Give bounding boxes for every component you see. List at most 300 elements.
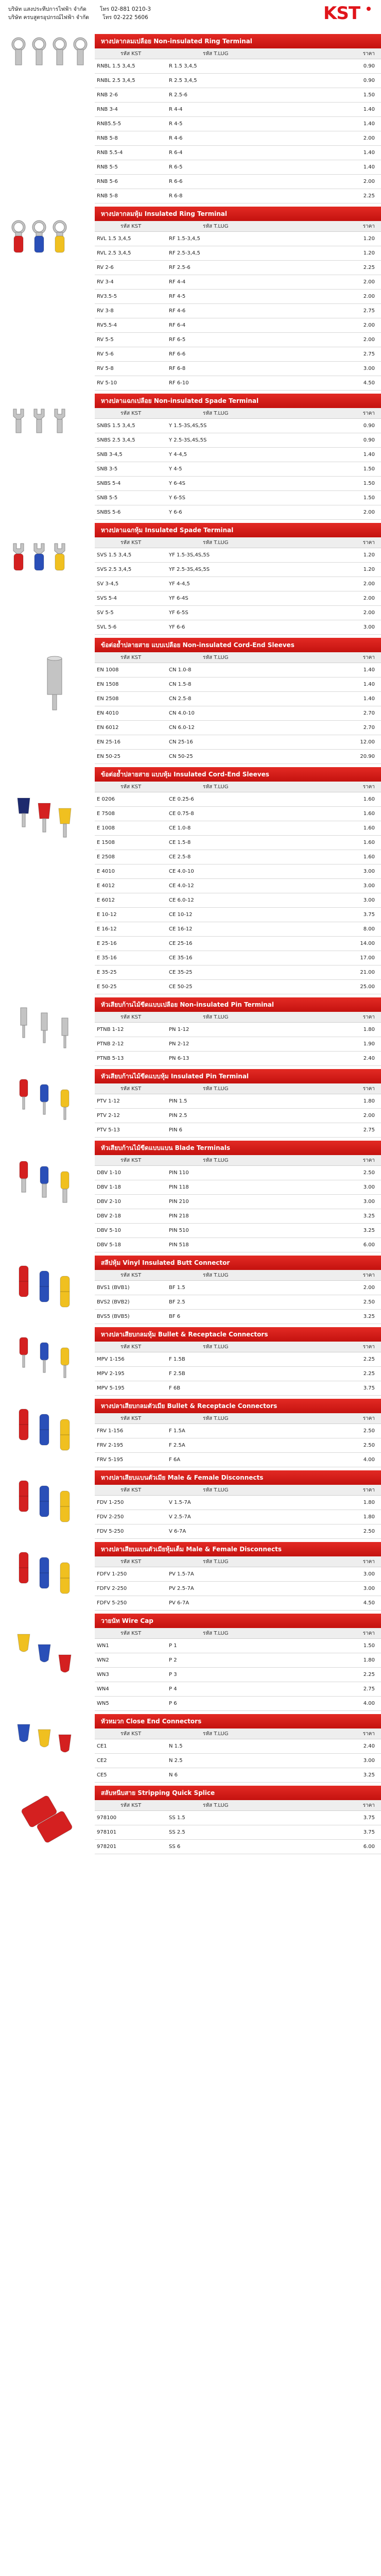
column-header-price: ราคา [362, 655, 375, 660]
price-cell: 2.25 [363, 1371, 375, 1377]
table-row [95, 1195, 381, 1209]
table-row [95, 131, 381, 146]
price-cell: 1.50 [363, 1643, 375, 1649]
kst-code-cell: SVS 1.5 3,4,5 [97, 552, 132, 558]
tlug-code-cell: RF 4-6 [169, 308, 186, 314]
column-header-code: รหัส KST [120, 1631, 142, 1636]
product-image [0, 1069, 95, 1138]
kst-code-cell: DBV 2-10 [97, 1199, 121, 1205]
table-row [95, 1639, 381, 1653]
table-row [95, 620, 381, 635]
price-cell: 2.50 [363, 1443, 375, 1448]
product-image [0, 1141, 95, 1252]
tlug-code-cell: CN 1.0-8 [169, 667, 192, 673]
tlug-code-cell: RF 1.5-3,4,5 [169, 236, 200, 242]
kst-code-cell: RNB 5.5-4 [97, 150, 123, 156]
company-line-1 [8, 5, 375, 13]
tlug-code-cell: CE 6.0-12 [169, 897, 194, 903]
kst-code-cell: E 50-25 [97, 984, 117, 990]
kst-code-cell: E 35-25 [97, 970, 117, 975]
kst-code-cell: E 2508 [97, 854, 115, 860]
table-header [95, 1270, 381, 1281]
table-row [95, 1438, 381, 1453]
price-cell: 0.90 [363, 63, 375, 69]
section-title: หางปลาเสียบกลมหุ้ม Bullet & Receptacle Connectors [95, 1327, 381, 1342]
section-table [95, 1141, 381, 1252]
tlug-code-cell: F 1.5A [169, 1428, 185, 1434]
pin-terminal-bare-icon [3, 997, 92, 1056]
table-row [95, 160, 381, 175]
column-header-tlug: รหัส T.LUG [203, 784, 229, 790]
ring-terminal-insulated-icon [3, 207, 92, 380]
product-section [0, 1542, 381, 1611]
tlug-code-cell: F 6B [169, 1385, 181, 1391]
kst-code-cell: RVL 2.5 3,4,5 [97, 250, 131, 256]
tlug-code-cell: CE 1.5-8 [169, 840, 191, 845]
section-title: หางปลากลมเปลือย Non-insulated Ring Terminal [95, 34, 381, 48]
section-title: หางปลาเสียบแบนตัวเมีย Male & Female Disconnects [95, 1470, 381, 1485]
kst-code-cell: FDV 2-250 [97, 1514, 124, 1520]
price-cell: 2.70 [363, 710, 375, 716]
product-section [0, 207, 381, 391]
table-row [95, 1567, 381, 1582]
tlug-code-cell: CE 1.0-8 [169, 825, 191, 831]
column-header-code: รหัส KST [120, 655, 142, 660]
tlug-code-cell: RF 6-4 [169, 323, 186, 328]
column-header-code: รหัส KST [120, 1344, 142, 1350]
section-title: ข้อต่อย้ำปลายสาย แบบหุ้ม Insulated Cord-End Sleeves [95, 767, 381, 782]
company-phone-2: โทร 02-222 5606 [102, 14, 148, 21]
product-image [0, 34, 95, 204]
column-header-code: รหัส KST [120, 1158, 142, 1163]
price-cell: 2.75 [363, 1686, 375, 1692]
table-header [95, 652, 381, 663]
logo-text: KST [323, 3, 360, 24]
price-cell: 3.75 [363, 1815, 375, 1821]
price-cell: 2.50 [363, 1170, 375, 1176]
table-row [95, 1295, 381, 1310]
table-row [95, 304, 381, 318]
price-cell: 2.00 [363, 135, 375, 141]
tlug-code-cell: Y 4-4,5 [169, 452, 187, 457]
price-cell: 3.00 [363, 1199, 375, 1205]
table-row [95, 677, 381, 692]
table-row [95, 505, 381, 520]
kst-code-cell: RNBL 2.5 3,4,5 [97, 78, 135, 83]
column-header-tlug: รหัส T.LUG [203, 411, 229, 416]
table-row [95, 893, 381, 908]
tlug-code-cell: Y 2.5-3S,4S,5S [169, 437, 207, 443]
column-header-code: รหัส KST [120, 1273, 142, 1278]
table-header [95, 1556, 381, 1567]
section-table [95, 34, 381, 204]
kst-code-cell: SNBS 5-6 [97, 510, 121, 515]
kst-code-cell: 978100 [97, 1815, 117, 1821]
tlug-code-cell: PIN 518 [169, 1242, 189, 1248]
price-cell: 1.50 [363, 481, 375, 486]
table-row [95, 1209, 381, 1224]
kst-code-cell: SNB 5-5 [97, 495, 118, 501]
table-row [95, 232, 381, 246]
bullet-connector-icon [3, 1327, 92, 1385]
product-section [0, 1327, 381, 1396]
column-header-price: ราคา [362, 1487, 375, 1493]
section-title: หัวหมวก Close End Connectors [95, 1714, 381, 1728]
tlug-code-cell: N 6 [169, 1772, 178, 1778]
kst-code-cell: E 6012 [97, 897, 115, 903]
table-row [95, 1180, 381, 1195]
section-table [95, 638, 381, 764]
table-header [95, 221, 381, 232]
column-header-tlug: รหัส T.LUG [203, 51, 229, 57]
table-row [95, 246, 381, 261]
tlug-code-cell: CE 10-12 [169, 912, 193, 918]
kst-code-cell: SV 3-4,5 [97, 581, 119, 587]
tlug-code-cell: CE 4.0-12 [169, 883, 194, 889]
tlug-code-cell: YF 6-4S [169, 596, 188, 601]
company-name-1: บริษัท แสงประทีปการไฟฟ้า จำกัด [8, 6, 86, 12]
price-cell: 2.75 [363, 308, 375, 314]
table-row [95, 1697, 381, 1711]
price-cell: 3.00 [363, 1758, 375, 1764]
kst-code-cell: RV3.5-5 [97, 294, 117, 299]
kst-code-cell: EN 6012 [97, 725, 119, 731]
column-header-tlug: รหัส T.LUG [203, 1273, 229, 1278]
table-header [95, 1800, 381, 1811]
kst-code-cell: E 1008 [97, 825, 115, 831]
product-image [0, 997, 95, 1066]
price-cell: 3.00 [363, 624, 375, 630]
table-row [95, 937, 381, 951]
tlug-code-cell: F 2.5B [169, 1371, 185, 1377]
section-title: หางปลาเสียบกลมตัวเมีย Bullet & Receptacle Connectors [95, 1399, 381, 1413]
column-header-tlug: รหัส T.LUG [203, 1344, 229, 1350]
kst-code-cell: FDV 1-250 [97, 1500, 124, 1505]
price-cell: 2.25 [363, 193, 375, 199]
product-section [0, 767, 381, 994]
tlug-code-cell: PIN 6 [169, 1127, 183, 1133]
price-cell: 0.90 [363, 437, 375, 443]
kst-code-cell: PTNB 5-13 [97, 1056, 124, 1061]
column-header-tlug: รหัส T.LUG [203, 1559, 229, 1565]
price-cell: 1.50 [363, 92, 375, 98]
kst-code-cell: FRV 5-195 [97, 1457, 124, 1463]
tlug-code-cell: V 2.5-7A [169, 1514, 191, 1520]
kst-code-cell: RNB 5-6 [97, 179, 118, 184]
tlug-code-cell: RF 6-5 [169, 337, 186, 343]
price-cell: 2.50 [363, 1299, 375, 1305]
tlug-code-cell: CN 6.0-12 [169, 725, 195, 731]
table-row [95, 1768, 381, 1783]
kst-code-cell: CE2 [97, 1758, 107, 1764]
price-cell: 17.00 [360, 955, 375, 961]
table-row [95, 146, 381, 160]
table-row [95, 1840, 381, 1854]
table-row [95, 1653, 381, 1668]
tlug-code-cell: Y 6-4S [169, 481, 185, 486]
table-row [95, 1367, 381, 1381]
page-header [0, 0, 381, 34]
kst-code-cell: EN 2508 [97, 696, 119, 702]
kst-code-cell: 978201 [97, 1844, 117, 1850]
table-row [95, 807, 381, 821]
price-cell: 2.00 [363, 1113, 375, 1118]
price-cell: 1.80 [363, 1514, 375, 1520]
kst-code-cell: BVS5 (BVB5) [97, 1314, 130, 1319]
column-header-code: รหัส KST [120, 1416, 142, 1421]
tlug-code-cell: PIN 510 [169, 1228, 189, 1233]
table-row [95, 922, 381, 937]
price-cell: 25.00 [360, 984, 375, 990]
tlug-code-cell: CE 0.75-8 [169, 811, 194, 817]
tlug-code-cell: P 2 [169, 1657, 177, 1663]
table-row [95, 1739, 381, 1754]
company-phone-1: โทร 02-881 0210-3 [99, 6, 151, 12]
kst-code-cell: BVS1 (BVB1) [97, 1285, 130, 1291]
product-section [0, 638, 381, 764]
tlug-code-cell: RF 6-6 [169, 351, 186, 357]
table-row [95, 577, 381, 591]
kst-code-cell: WN4 [97, 1686, 109, 1692]
table-row [95, 980, 381, 994]
kst-code-cell: PTV 1-12 [97, 1098, 120, 1104]
kst-code-cell: SNBS 5-4 [97, 481, 121, 486]
table-row [95, 448, 381, 462]
tlug-code-cell: V 6-7A [169, 1529, 186, 1534]
price-cell: 14.00 [360, 941, 375, 946]
price-cell: 2.75 [363, 351, 375, 357]
table-row [95, 591, 381, 606]
wire-cap-icon [3, 1614, 92, 1701]
kst-code-cell: WN2 [97, 1657, 109, 1663]
column-header-tlug: รหัส T.LUG [203, 1803, 229, 1808]
table-row [95, 88, 381, 103]
column-header-tlug: รหัส T.LUG [203, 1487, 229, 1493]
tlug-code-cell: BF 6 [169, 1314, 181, 1319]
section-table [95, 1327, 381, 1396]
kst-code-cell: SNB 3-4,5 [97, 452, 123, 457]
kst-code-cell: MPV 5-195 [97, 1385, 125, 1391]
price-cell: 12.00 [360, 739, 375, 745]
price-cell: 2.50 [363, 1428, 375, 1434]
kst-code-cell: RV 5-8 [97, 366, 114, 371]
product-section [0, 1399, 381, 1467]
price-cell: 1.40 [363, 164, 375, 170]
kst-code-cell: RNBL 1.5 3,4,5 [97, 63, 135, 69]
tlug-code-cell: F 2.5A [169, 1443, 185, 1448]
tlug-code-cell: PIN 2.5 [169, 1113, 187, 1118]
table-row [95, 1166, 381, 1180]
price-cell: 2.00 [363, 596, 375, 601]
kst-code-cell: FDFV 5-250 [97, 1600, 127, 1606]
table-row [95, 692, 381, 706]
product-image [0, 1714, 95, 1783]
price-cell: 3.00 [363, 883, 375, 889]
price-cell: 1.60 [363, 840, 375, 845]
column-header-tlug: รหัส T.LUG [203, 1014, 229, 1020]
tlug-code-cell: SS 2.5 [169, 1829, 185, 1835]
kst-code-cell: 978101 [97, 1829, 117, 1835]
column-header-price: ราคา [362, 540, 375, 546]
column-header-code: รหัส KST [120, 411, 142, 416]
blade-terminal-icon [3, 1141, 92, 1242]
kst-code-cell: DBV 2-18 [97, 1213, 121, 1219]
table-row [95, 103, 381, 117]
price-cell: 4.50 [363, 380, 375, 386]
table-header [95, 1342, 381, 1352]
table-header [95, 1485, 381, 1496]
price-cell: 0.90 [363, 78, 375, 83]
price-cell: 2.00 [363, 610, 375, 616]
kst-code-cell: CE5 [97, 1772, 107, 1778]
kst-code-cell: E 16-12 [97, 926, 117, 932]
table-header [95, 1155, 381, 1166]
kst-code-cell: RV 3-8 [97, 308, 114, 314]
cord-end-sleeve-bare-icon [3, 638, 92, 754]
column-header-price: ราคา [362, 1731, 375, 1737]
price-cell: 1.80 [363, 1657, 375, 1663]
kst-code-cell: RV 5-6 [97, 351, 114, 357]
price-cell: 3.25 [363, 1314, 375, 1319]
table-header [95, 1413, 381, 1424]
price-cell: 2.00 [363, 294, 375, 299]
table-row [95, 663, 381, 677]
product-image [0, 767, 95, 994]
table-row [95, 1123, 381, 1138]
column-header-price: ราคา [362, 1416, 375, 1421]
table-row [95, 1668, 381, 1682]
kst-code-cell: SVS 5-4 [97, 596, 117, 601]
table-row [95, 750, 381, 764]
price-cell: 1.60 [363, 811, 375, 817]
tlug-code-cell: CE 2.5-8 [169, 854, 191, 860]
price-cell: 3.75 [363, 912, 375, 918]
section-table [95, 997, 381, 1066]
table-row [95, 1582, 381, 1596]
price-cell: 2.00 [363, 581, 375, 587]
table-row [95, 1524, 381, 1539]
column-header-code: รหัส KST [120, 1803, 142, 1808]
product-image [0, 1327, 95, 1396]
kst-code-cell: E 25-16 [97, 941, 117, 946]
tlug-code-cell: SS 6 [169, 1844, 181, 1850]
product-section [0, 1786, 381, 1854]
table-row [95, 261, 381, 275]
tlug-code-cell: YF 2.5-3S,4S,5S [169, 567, 210, 572]
column-header-code: รหัส KST [120, 1014, 142, 1020]
table-row [95, 735, 381, 750]
kst-code-cell: FDFV 2-250 [97, 1586, 127, 1591]
product-section [0, 1714, 381, 1783]
product-image [0, 394, 95, 520]
column-header-code: รหัส KST [120, 1086, 142, 1092]
kst-code-cell: RNB 5-5 [97, 164, 118, 170]
price-cell: 3.75 [363, 1385, 375, 1391]
table-row [95, 491, 381, 505]
kst-code-cell: WN5 [97, 1701, 109, 1706]
table-row [95, 850, 381, 865]
price-cell: 6.00 [363, 1242, 375, 1248]
pin-terminal-insulated-icon [3, 1069, 92, 1127]
price-cell: 3.25 [363, 1213, 375, 1219]
price-cell: 2.00 [363, 337, 375, 343]
column-header-price: ราคา [362, 1014, 375, 1020]
price-cell: 1.40 [363, 667, 375, 673]
product-image [0, 1542, 95, 1611]
kst-code-cell: RNB 2-6 [97, 92, 118, 98]
table-row [95, 1052, 381, 1066]
table-row [95, 792, 381, 807]
section-table [95, 1256, 381, 1324]
kst-code-cell: DBV 5-10 [97, 1228, 121, 1233]
tlug-code-cell: CE 35-25 [169, 970, 193, 975]
table-row [95, 548, 381, 563]
price-cell: 1.90 [363, 1041, 375, 1047]
price-cell: 1.50 [363, 466, 375, 472]
kst-code-cell: FRV 1-156 [97, 1428, 124, 1434]
product-image [0, 523, 95, 635]
column-header-price: ราคา [362, 1158, 375, 1163]
section-table [95, 1714, 381, 1783]
price-cell: 1.20 [363, 250, 375, 256]
tlug-code-cell: PIN 118 [169, 1184, 189, 1190]
product-section [0, 997, 381, 1066]
column-header-code: รหัส KST [120, 224, 142, 229]
price-cell: 1.80 [363, 1098, 375, 1104]
product-section [0, 523, 381, 635]
product-image [0, 1786, 95, 1854]
price-cell: 2.25 [363, 1672, 375, 1677]
column-header-price: ราคา [362, 1086, 375, 1092]
kst-code-cell: RV 5-10 [97, 380, 117, 386]
section-title: หางปลาเสียบแบนตัวเมียหุ้มเต็ม Male & Female Disconnects [95, 1542, 381, 1556]
product-section [0, 1614, 381, 1711]
price-cell: 1.40 [363, 696, 375, 702]
price-cell: 2.00 [363, 323, 375, 328]
section-table [95, 523, 381, 635]
table-row [95, 433, 381, 448]
tlug-code-cell: CN 2.5-8 [169, 696, 192, 702]
price-cell: 2.00 [363, 279, 375, 285]
tlug-code-cell: P 1 [169, 1643, 177, 1649]
section-title: หางปลากลมหุ้ม Insulated Ring Terminal [95, 207, 381, 221]
table-row [95, 477, 381, 491]
column-header-price: ราคา [362, 1344, 375, 1350]
product-section [0, 34, 381, 204]
tlug-code-cell: R 4-6 [169, 135, 183, 141]
kst-code-cell: E 4012 [97, 883, 115, 889]
section-table [95, 1614, 381, 1711]
section-table [95, 1470, 381, 1539]
table-row [95, 606, 381, 620]
column-header-price: ราคา [362, 1631, 375, 1636]
section-table [95, 1542, 381, 1611]
product-image [0, 1399, 95, 1467]
tlug-code-cell: PN 1-12 [169, 1027, 189, 1032]
company-name-2: บริษัท ครบสูตรอุปกรณ์ไฟฟ้า จำกัด [8, 14, 89, 21]
price-cell: 2.40 [363, 1056, 375, 1061]
column-header-tlug: รหัส T.LUG [203, 655, 229, 660]
price-cell: 3.00 [363, 366, 375, 371]
spade-terminal-insulated-icon [3, 523, 92, 624]
tlug-code-cell: CN 1.5-8 [169, 682, 192, 687]
section-table [95, 207, 381, 391]
column-header-tlug: รหัส T.LUG [203, 1158, 229, 1163]
column-header-tlug: รหัส T.LUG [203, 1416, 229, 1421]
kst-code-cell: RV 3-4 [97, 279, 114, 285]
column-header-code: รหัส KST [120, 51, 142, 57]
table-row [95, 275, 381, 290]
